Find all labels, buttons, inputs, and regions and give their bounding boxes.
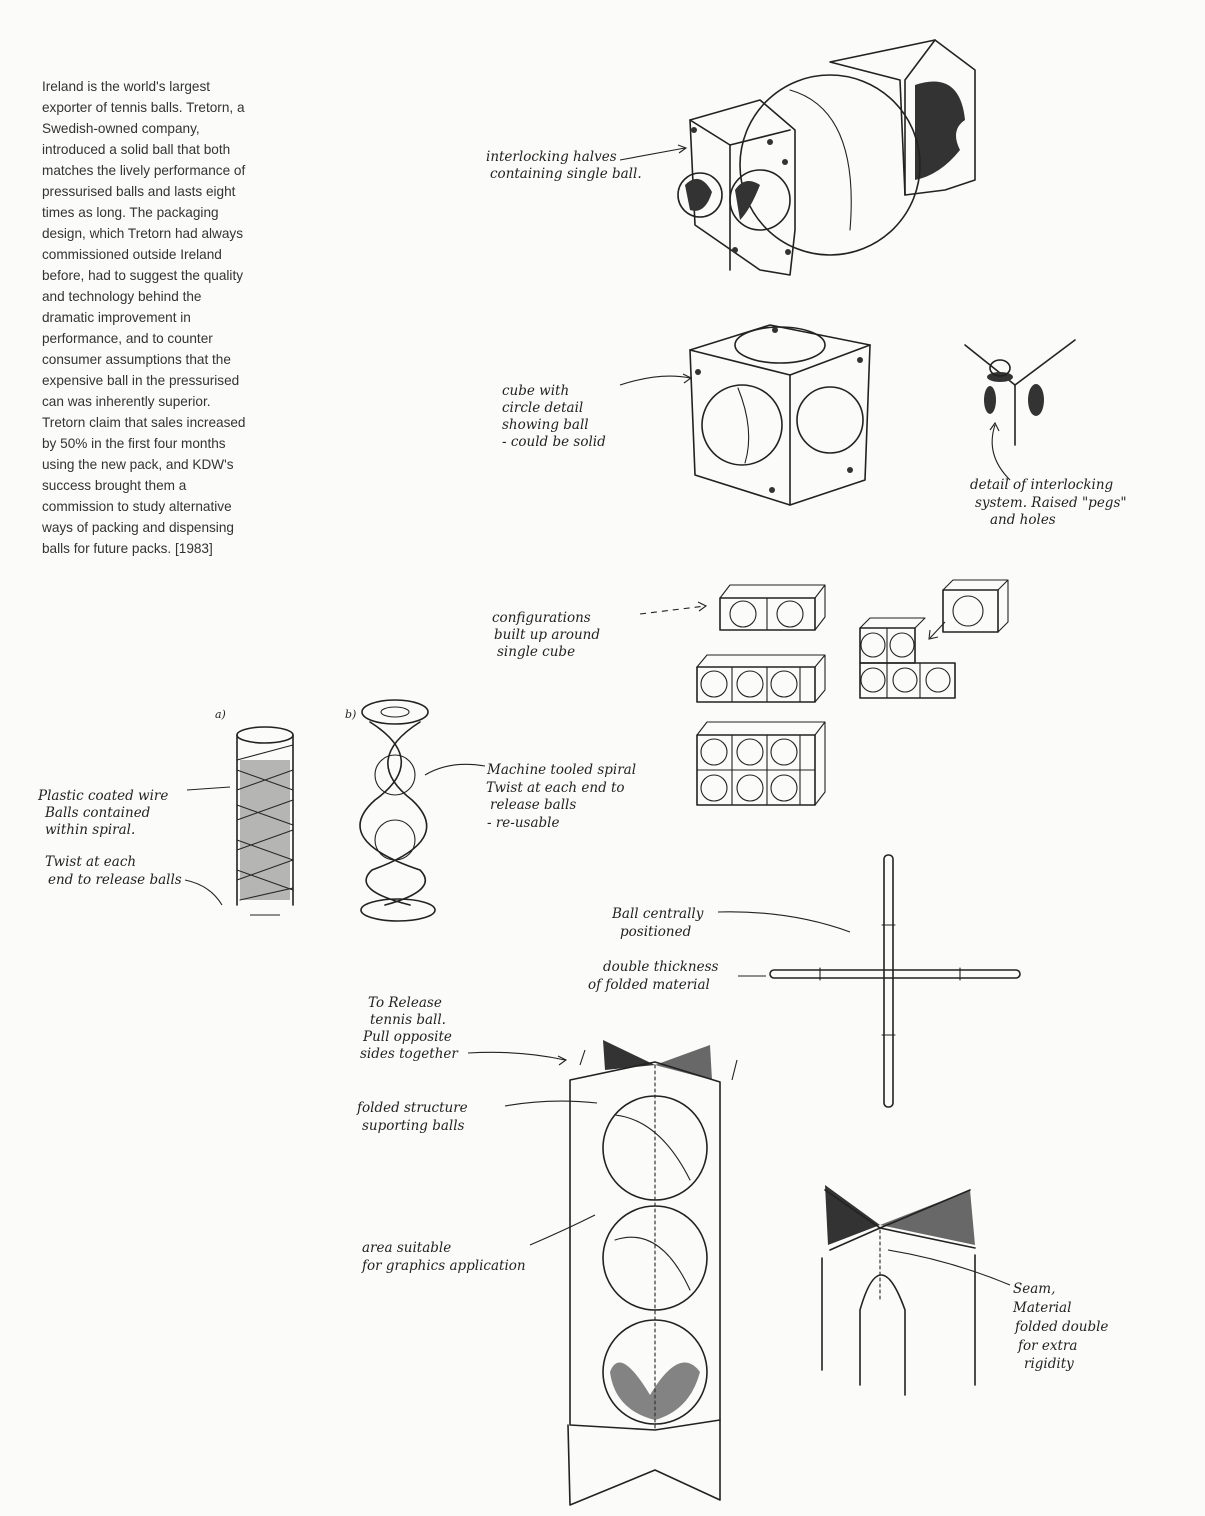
svg-text:containing single ball.: containing single ball. bbox=[490, 166, 642, 182]
intro-paragraph: Ireland is the world's largest exporter of tennis balls. Tretorn, a Swedish-owned company, introduced a solid ball that both matches the lively performance of pressurised balls and lasts eight times as long. The packaging design, which Tretorn had always commissioned outside Ireland before, had to suggest the quality and technology behind the dramatic improvement in performance, and to counter consumer assumptions that the expensive ball in the pressurised can was inherently superior. Tretorn claim that sales increased by 50% in the first four months using the new pack, and KDW's success brought them a commission to study alternative ways of packing and dispensing balls for future packs. [1983] bbox=[42, 79, 246, 556]
folded-structure-drawing bbox=[568, 1040, 737, 1505]
seam-detail-drawing bbox=[822, 1185, 975, 1395]
svg-text:of folded material: of folded material bbox=[588, 977, 710, 993]
note-cube-circle bbox=[502, 374, 691, 450]
svg-text:folded double: folded double bbox=[1015, 1319, 1109, 1335]
cross-section-drawing bbox=[770, 855, 1020, 1107]
svg-text:Plastic coated wire: Plastic coated wire bbox=[38, 788, 169, 804]
svg-text:positioned: positioned bbox=[620, 924, 692, 940]
svg-text:Material: Material bbox=[1013, 1300, 1072, 1316]
note-peg-detail bbox=[970, 423, 1127, 528]
svg-text:double thickness: double thickness bbox=[603, 959, 719, 975]
svg-text:cube with: cube with bbox=[502, 383, 570, 399]
svg-text:built up around: built up around bbox=[494, 627, 600, 643]
svg-text:Twist at each: Twist at each bbox=[45, 854, 137, 870]
svg-text:Balls contained: Balls contained bbox=[45, 805, 151, 821]
svg-text:area suitable: area suitable bbox=[362, 1240, 452, 1256]
cube-circle-drawing bbox=[690, 325, 870, 505]
svg-text:Pull opposite: Pull opposite bbox=[363, 1029, 452, 1045]
svg-text:Ball centrally: Ball centrally bbox=[612, 906, 704, 922]
svg-text:configurations: configurations bbox=[492, 610, 591, 626]
svg-text:tennis ball.: tennis ball. bbox=[370, 1012, 446, 1028]
svg-text:folded structure: folded structure bbox=[357, 1100, 468, 1116]
svg-text:and holes: and holes bbox=[990, 512, 1056, 528]
svg-text:release balls: release balls bbox=[490, 797, 577, 813]
svg-text:within spiral.: within spiral. bbox=[45, 822, 136, 838]
svg-text:sides together: sides together bbox=[360, 1046, 458, 1062]
svg-text:end to release balls: end to release balls bbox=[48, 872, 182, 888]
note-cross-section bbox=[588, 906, 850, 993]
svg-text:To Release: To Release bbox=[368, 995, 442, 1011]
note-to-release bbox=[360, 995, 566, 1065]
svg-text:Seam,: Seam, bbox=[1013, 1281, 1056, 1297]
svg-text:for extra: for extra bbox=[1018, 1338, 1078, 1354]
svg-text:a): a) bbox=[215, 708, 226, 721]
svg-text:showing ball: showing ball bbox=[502, 417, 589, 433]
peg-detail-drawing bbox=[965, 340, 1075, 445]
svg-text:system. Raised "pegs": system. Raised "pegs" bbox=[975, 495, 1127, 511]
svg-text:Twist at each end to: Twist at each end to bbox=[486, 780, 625, 796]
svg-text:b): b) bbox=[345, 708, 357, 721]
svg-text:suporting balls: suporting balls bbox=[362, 1118, 465, 1134]
note-area-graphics bbox=[361, 1215, 595, 1274]
svg-text:interlocking halves: interlocking halves bbox=[486, 149, 617, 165]
note-interlocking-halves bbox=[486, 145, 686, 182]
svg-text:circle detail: circle detail bbox=[502, 400, 584, 416]
wire-spiral-drawing bbox=[237, 727, 293, 915]
svg-text:- could be solid: - could be solid bbox=[502, 434, 606, 450]
svg-text:Machine tooled spiral: Machine tooled spiral bbox=[487, 762, 637, 778]
svg-text:- re-usable: - re-usable bbox=[487, 815, 560, 831]
svg-text:rigidity: rigidity bbox=[1024, 1356, 1074, 1372]
note-configurations bbox=[492, 602, 706, 660]
note-folded-structure bbox=[356, 1100, 597, 1134]
svg-text:single cube: single cube bbox=[497, 644, 576, 660]
note-seam bbox=[888, 1250, 1108, 1372]
svg-text:for graphics application: for graphics application bbox=[362, 1258, 526, 1274]
svg-text:detail of interlocking: detail of interlocking bbox=[970, 477, 1114, 493]
note-wire-spiral bbox=[37, 708, 230, 905]
configurations-drawing bbox=[697, 580, 1008, 805]
interlocking-cube-drawing bbox=[678, 40, 975, 275]
machine-spiral-drawing bbox=[360, 700, 435, 921]
